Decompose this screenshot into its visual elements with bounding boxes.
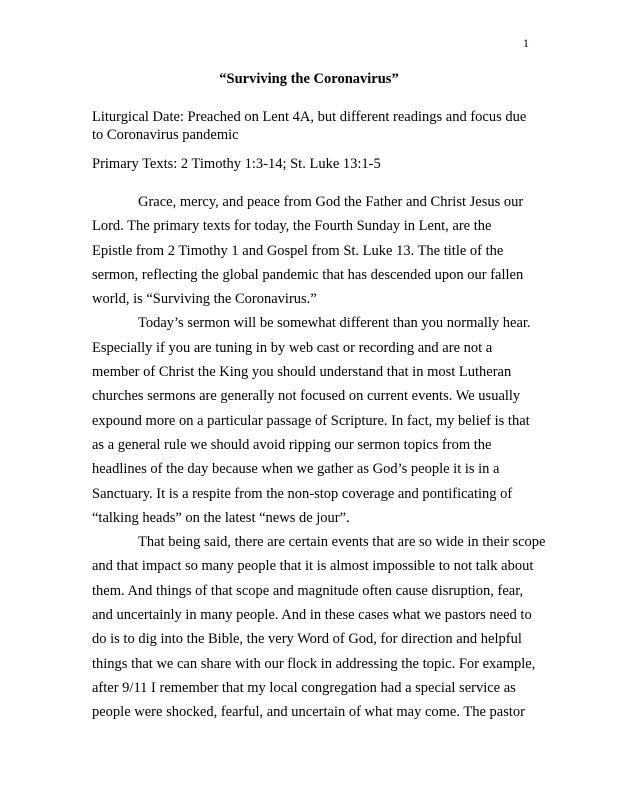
paragraph-line: Epistle from 2 Timothy 1 and Gospel from St. Luke 13. The title of the xyxy=(92,242,504,259)
paragraph-line: Grace, mercy, and peace from God the Father and Christ Jesus our xyxy=(138,194,524,210)
paragraph-line: Especially if you are tuning in by web cast or recording and are not a xyxy=(92,339,493,356)
paragraph-line: Today’s sermon will be somewhat different than you normally hear. xyxy=(138,315,531,332)
paragraph-line: and that impact so many people that it is almost impossible to not talk about xyxy=(92,558,534,575)
liturgical-date xyxy=(92,108,544,144)
sermon-body xyxy=(92,190,544,725)
paragraph-line: Lord. The primary texts for today, the Fourth Sunday in Lent, are the xyxy=(92,218,492,235)
paragraph-line: world, is “Surviving the Coronavirus.” xyxy=(92,291,317,308)
paragraph-line: That being said, there are certain events that are so wide in their scope xyxy=(138,534,546,551)
paragraph-line: do is to dig into the Bible, the very Word of God, for direction and helpful xyxy=(92,631,522,648)
paragraph-line: churches sermons are generally not focused on current events. We usually xyxy=(92,388,521,405)
paragraph-line: sermon, reflecting the global pandemic that has descended upon our fallen xyxy=(92,266,524,283)
paragraph-line: and uncertainly in many people. And in these cases what we pastors need to xyxy=(92,607,532,624)
paragraph-line: after 9/11 I remember that my local congregation had a special service as xyxy=(92,679,516,696)
paragraph-line: as a general rule we should avoid ripping our sermon topics from the xyxy=(92,436,492,453)
primary-texts: Primary Texts: 2 Timothy 1:3-14; St. Luke 13:1-5 xyxy=(92,156,381,172)
paragraph xyxy=(92,530,544,724)
paragraph-line: headlines of the day because when we gather as God’s people it is in a xyxy=(92,461,500,478)
paragraph-line: them. And things of that scope and magnitude often cause disruption, fear, xyxy=(92,582,524,599)
paragraph-line: Sanctuary. It is a respite from the non-stop coverage and pontificating of xyxy=(92,485,513,502)
paragraph-line: “talking heads” on the latest “news de jour”. xyxy=(92,509,350,526)
paragraph-line: expound more on a particular passage of Scripture. In fact, my belief is that xyxy=(92,412,530,429)
paragraph xyxy=(92,311,544,530)
liturgical-date-line: Liturgical Date: Preached on Lent 4A, but different readings and focus due xyxy=(92,109,527,125)
paragraph xyxy=(92,190,544,311)
page-number: 1 xyxy=(523,36,529,50)
paragraph-line: things that we can share with our flock in addressing the topic. For example, xyxy=(92,655,536,672)
liturgical-date-line: to Coronavirus pandemic xyxy=(92,127,239,143)
sermon-title: “Surviving the Coronavirus” xyxy=(219,71,399,87)
paragraph-line: member of Christ the King you should understand that in most Lutheran xyxy=(92,364,512,381)
paragraph-line: people were shocked, fearful, and uncertain of what may come. The pastor xyxy=(92,704,525,721)
